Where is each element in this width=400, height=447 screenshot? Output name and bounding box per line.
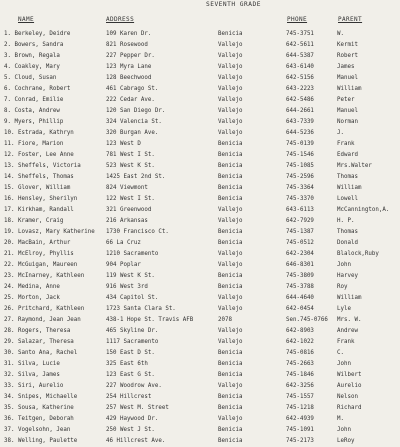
student-city: Benicia [218,361,243,367]
student-address: 325 East 6th [106,361,148,367]
parent-name: Peter [337,97,355,103]
student-name: 26. Pritchard, Kathleen [4,306,85,312]
list-item [0,403,400,414]
parent-name: Harvey [337,273,358,279]
student-address: 320 Burgan Ave. [106,130,159,136]
parent-column-header: PARENT [338,16,363,23]
list-item [0,337,400,348]
student-city: Benicia [218,394,243,400]
student-name: 20. MacBain, Arthur [4,240,71,246]
parent-name: Mrs. W. [337,317,362,323]
student-phone: 642-5611 [286,42,314,48]
list-item [0,249,400,260]
student-address: 222 Cedar Ave. [106,97,155,103]
student-city: Benicia [218,350,243,356]
student-phone: 745-1091 [286,427,314,433]
student-city: Benicia [218,405,243,411]
parent-name: William [337,185,362,191]
list-item [0,150,400,161]
student-city: Vallejo [218,53,243,59]
parent-name: Kermit [337,42,358,48]
student-name: 11. Fiore, Marion [4,141,64,147]
student-phone: 642-8903 [286,328,314,334]
student-phone: 644-2661 [286,108,314,114]
list-item [0,326,400,337]
student-phone: 745-3788 [286,284,314,290]
student-name: 32. Silva, James [4,372,60,378]
student-address: 904 Poplar [106,262,141,268]
student-address: 46 Hillcrest Ave. [106,438,166,444]
student-address: 122 West I St. [106,196,155,202]
list-item [0,139,400,150]
student-city: Vallejo [218,416,243,422]
parent-name: LeRoy [337,438,355,444]
student-address: 227 Pepper Dr. [106,53,155,59]
student-city: Benicia [218,240,243,246]
list-item [0,414,400,425]
student-address: 1723 Santa Clara St. [106,306,176,312]
student-city: Vallejo [218,383,243,389]
student-phone: 745-2596 [286,174,314,180]
student-phone: 745-1085 [286,163,314,169]
student-phone: 642-4939 [286,416,314,422]
parent-name: John [337,262,351,268]
parent-name: Wilbert [337,372,362,378]
student-phone: 745-0139 [286,141,314,147]
student-name: 7. Conrad, Emilie [4,97,64,103]
student-address: 123 West D [106,141,141,147]
student-name: 34. Snipes, Michaelle [4,394,78,400]
student-city: Benicia [218,152,243,158]
student-name: 9. Myers, Phillip [4,119,64,125]
page-title: SEVENTH GRADE [206,1,261,8]
list-item [0,238,400,249]
list-item [0,95,400,106]
student-address: 66 La Cruz [106,240,141,246]
list-item [0,436,400,447]
list-item [0,227,400,238]
student-phone: 745-1546 [286,152,314,158]
student-address: 119 West K St. [106,273,155,279]
student-city: 2078 [218,317,232,323]
list-item [0,51,400,62]
parent-name: James [337,64,355,70]
student-address: 821 Rosewood [106,42,148,48]
student-city: Vallejo [218,339,243,345]
parent-name: Frank [337,339,355,345]
student-city: Vallejo [218,97,243,103]
student-phone: 643-7339 [286,119,314,125]
student-name: 38. Welling, Paulette [4,438,78,444]
student-address: 434 Capitol St. [106,295,159,301]
student-phone: 642-5156 [286,75,314,81]
parent-name: C. [337,350,344,356]
list-item [0,260,400,271]
student-address: 250 West J St. [106,427,155,433]
student-city: Vallejo [218,306,243,312]
parent-name: John [337,427,351,433]
student-city: Benicia [218,273,243,279]
list-item [0,370,400,381]
student-city: Vallejo [218,207,243,213]
student-city: Vallejo [218,130,243,136]
student-phone: 644-5387 [286,53,314,59]
parent-name: Norman [337,119,358,125]
student-name: 27. Raymond, Jean Jean [4,317,81,323]
student-phone: 745-3370 [286,196,314,202]
student-address: 123 East G St. [106,372,155,378]
parent-name: William [337,86,362,92]
student-name: 29. Salazar, Theresa [4,339,74,345]
student-name: 13. Sheffels, Victoria [4,163,81,169]
student-phone: 745-1218 [286,405,314,411]
student-phone: 644-4640 [286,295,314,301]
student-city: Vallejo [218,295,243,301]
student-phone: 745-1387 [286,229,314,235]
student-city: Vallejo [218,75,243,81]
student-name: 10. Estrada, Kathryn [4,130,74,136]
student-name: 16. Hensley, Sherilyn [4,196,78,202]
parent-name: Mrs.Walter [337,163,372,169]
student-phone: 745-1846 [286,372,314,378]
student-phone: 643-6113 [286,207,314,213]
list-item [0,381,400,392]
student-phone: 642-1022 [286,339,314,345]
list-item [0,304,400,315]
student-address: 324 Valencia St. [106,119,162,125]
list-item [0,205,400,216]
student-name: 17. Kirkham, Randall [4,207,74,213]
student-city: Benicia [218,31,243,37]
student-name: 31. Silva, Lucie [4,361,60,367]
student-address: 1117 Sacramento [106,339,159,345]
list-item [0,216,400,227]
list-item [0,172,400,183]
parent-name: M. [337,416,344,422]
student-name: 24. Medina, Anne [4,284,60,290]
parent-name: Lyle [337,306,351,312]
parent-name: Nelson [337,394,358,400]
student-name: 5. Cloud, Susan [4,75,57,81]
student-phone: 745-2663 [286,361,314,367]
student-city: Benicia [218,185,243,191]
student-phone: 642-7929 [286,218,314,224]
student-city: Benicia [218,372,243,378]
student-address: 216 Arkansas [106,218,148,224]
list-item [0,282,400,293]
list-item [0,106,400,117]
student-city: Benicia [218,196,243,202]
student-name: 37. Vogelsohn, Jean [4,427,71,433]
list-item [0,194,400,205]
student-address: 438-1 Hope St. Travis AFB [106,317,194,323]
list-item [0,183,400,194]
parent-name: Aurelio [337,383,362,389]
student-address: 1730 Francisco Ct. [106,229,169,235]
student-address: 257 West M. Street [106,405,169,411]
student-name: 6. Cochrane, Robert [4,86,71,92]
student-address: 227 Woodrow Ave. [106,383,162,389]
student-address: 120 San Diego Dr. [106,108,166,114]
list-item [0,271,400,282]
student-city: Vallejo [218,119,243,125]
name-column-header: NAME [18,16,35,23]
student-city: Vallejo [218,108,243,114]
address-column-header: ADDRESS [106,16,135,23]
student-name: 4. Coakley, Mary [4,64,60,70]
student-address: 781 West I St. [106,152,155,158]
student-address: 123 Myra Lane [106,64,152,70]
student-address: 523 West K St. [106,163,155,169]
student-phone: 642-3256 [286,383,314,389]
student-name: 15. Glover, William [4,185,71,191]
list-item [0,161,400,172]
student-name: 19. Lovasz, Mary Katherine [4,229,95,235]
student-name: 3. Brown, Regala [4,53,60,59]
student-phone: 745-2173 [286,438,314,444]
student-address: 824 Viewmont [106,185,148,191]
student-address: 150 East D St. [106,350,155,356]
parent-name: Manuel [337,75,358,81]
student-city: Vallejo [218,218,243,224]
parent-name: Roy [337,284,348,290]
student-address: 109 Karen Dr. [106,31,152,37]
student-name: 25. Morton, Jack [4,295,60,301]
student-city: Vallejo [218,64,243,70]
parent-name: Frank [337,141,355,147]
student-name: 12. Foster, Lee Anne [4,152,74,158]
student-city: Benicia [218,163,243,169]
student-name: 22. McGuigan, Maureen [4,262,78,268]
student-address: 1425 East 2nd St. [106,174,166,180]
student-city: Vallejo [218,328,243,334]
student-city: Vallejo [218,262,243,268]
student-city: Benicia [218,284,243,290]
parent-name: Andrew [337,328,358,334]
student-name: 30. Santo Ana, Rachel [4,350,78,356]
student-name: 23. McInarney, Kathleen [4,273,85,279]
student-phone: 745-0816 [286,350,314,356]
student-phone: Sen.745-0766 [286,317,328,323]
student-city: Vallejo [218,86,243,92]
list-item [0,62,400,73]
student-phone: 642-5486 [286,97,314,103]
student-address: 321 Greenwood [106,207,152,213]
student-phone: 642-0454 [286,306,314,312]
student-name: 14. Sheffels, Thomas [4,174,74,180]
student-name: 8. Costa, Andrew [4,108,60,114]
student-address: 128 Beechwood [106,75,152,81]
student-address: 429 Haywood Dr. [106,416,159,422]
student-name: 35. Sousa, Katherine [4,405,74,411]
list-item [0,117,400,128]
list-item [0,392,400,403]
student-city: Benicia [218,174,243,180]
parent-name: H. P. [337,218,355,224]
list-item [0,128,400,139]
student-city: Benicia [218,427,243,433]
student-city: Benicia [218,141,243,147]
phone-column-header: PHONE [287,16,308,23]
student-phone: 745-3751 [286,31,314,37]
student-name: 33. Siri, Aurelio [4,383,64,389]
student-address: 461 Cabrago St. [106,86,159,92]
student-name: 28. Rogers, Theresa [4,328,71,334]
parent-name: J. [337,130,344,136]
parent-name: Robert [337,53,358,59]
list-item [0,29,400,40]
parent-name: William [337,295,362,301]
parent-name: Manuel [337,108,358,114]
student-name: 2. Bowers, Sandra [4,42,64,48]
parent-name: Thomas [337,229,358,235]
student-city: Vallejo [218,251,243,257]
list-item [0,73,400,84]
student-name: 36. Teitgen, Deborah [4,416,74,422]
student-city: Benicia [218,229,243,235]
roster-list [0,29,400,447]
student-address: 1210 Sacramento [106,251,159,257]
student-phone: 643-6140 [286,64,314,70]
parent-name: Donald [337,240,358,246]
student-address: 916 West 3rd [106,284,148,290]
student-phone: 745-3809 [286,273,314,279]
parent-name: John [337,361,351,367]
list-item [0,348,400,359]
student-address: 465 Skyline Dr. [106,328,159,334]
parent-name: Blalock,Ruby [337,251,379,257]
student-phone: 745-3364 [286,185,314,191]
list-item [0,359,400,370]
parent-name: McCannington,A. [337,207,390,213]
student-phone: 642-2304 [286,251,314,257]
parent-name: Lowell [337,196,358,202]
list-item [0,40,400,51]
parent-name: Thomas [337,174,358,180]
student-phone: 643-2223 [286,86,314,92]
list-item [0,293,400,304]
parent-name: W. [337,31,344,37]
student-address: 254 Hillcrest [106,394,152,400]
student-name: 18. Kramer, Craig [4,218,64,224]
student-city: Vallejo [218,42,243,48]
parent-name: Edward [337,152,358,158]
student-phone: 745-1557 [286,394,314,400]
list-item [0,315,400,326]
student-phone: 644-5236 [286,130,314,136]
student-name: 21. McElroy, Phyllis [4,251,74,257]
student-phone: 646-8301 [286,262,314,268]
list-item [0,84,400,95]
student-city: Benicia [218,438,243,444]
list-item [0,425,400,436]
parent-name: Richard [337,405,362,411]
student-name: 1. Berkeley, Deidre [4,31,71,37]
student-phone: 745-0512 [286,240,314,246]
